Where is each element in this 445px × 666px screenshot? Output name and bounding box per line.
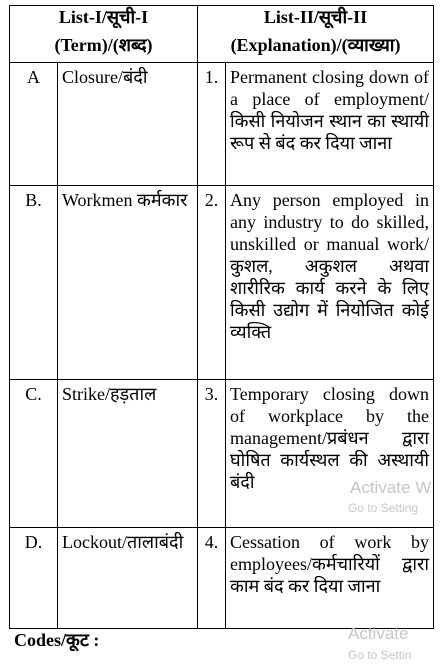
list2-header — [198, 6, 434, 63]
list2-title: List-II/सूची-II — [263, 7, 368, 27]
explanation-text: Any person employed in any industry to do skilled, unskilled or manual work/कुशल, अकुशल अथवा शारीरिक कार्य करने के लिए किसी उद्योग में नियोजित कोई व्यक्ति — [226, 186, 434, 380]
explanation-text: Permanent closing down of a place of employment/किसी नियोजन स्थान का स्थायी रूप से बंद कर दिया जाना — [226, 63, 434, 186]
list1-title: List-I/सूची-I — [58, 7, 149, 27]
match-table — [9, 5, 434, 629]
list1-subtitle: (Term)/(शब्द) — [54, 35, 153, 55]
term-text: Workmen कर्मकार — [58, 186, 198, 380]
term-label: D. — [10, 528, 58, 629]
list1-header — [10, 6, 198, 63]
term-text: Strike/हड़ताल — [58, 380, 198, 528]
watermark-settings: Go to Settin — [348, 648, 412, 662]
watermark-settings: Go to Setting — [348, 501, 419, 515]
explanation-text: Cessation of work by employees/कर्मचारियों द्वारा काम बंद कर दिया जाना — [226, 528, 434, 629]
explanation-number: 3. — [198, 380, 226, 528]
explanation-text: Temporary closing down of workplace by the management/प्रबंधन द्वारा घोषित कार्यस्थल की अस्थायी बंदी — [226, 380, 434, 528]
table-row — [10, 63, 434, 186]
table-row — [10, 186, 434, 380]
explanation-number: 2. — [198, 186, 226, 380]
watermark-activate: Activate — [348, 624, 409, 643]
table-row — [10, 528, 434, 629]
term-label: B. — [10, 186, 58, 380]
codes-label: Codes/कूट : — [14, 630, 100, 650]
term-label: A — [10, 63, 58, 186]
header-row — [10, 6, 434, 63]
term-text: Lockout/तालाबंदी — [58, 528, 198, 629]
term-text: Closure/बंदी — [58, 63, 198, 186]
explanation-number: 1. — [198, 63, 226, 186]
list2-subtitle: (Explanation)/(व्याख्या) — [230, 35, 401, 55]
watermark-activate: Activate W — [350, 478, 432, 497]
term-label: C. — [10, 380, 58, 528]
explanation-number: 4. — [198, 528, 226, 629]
